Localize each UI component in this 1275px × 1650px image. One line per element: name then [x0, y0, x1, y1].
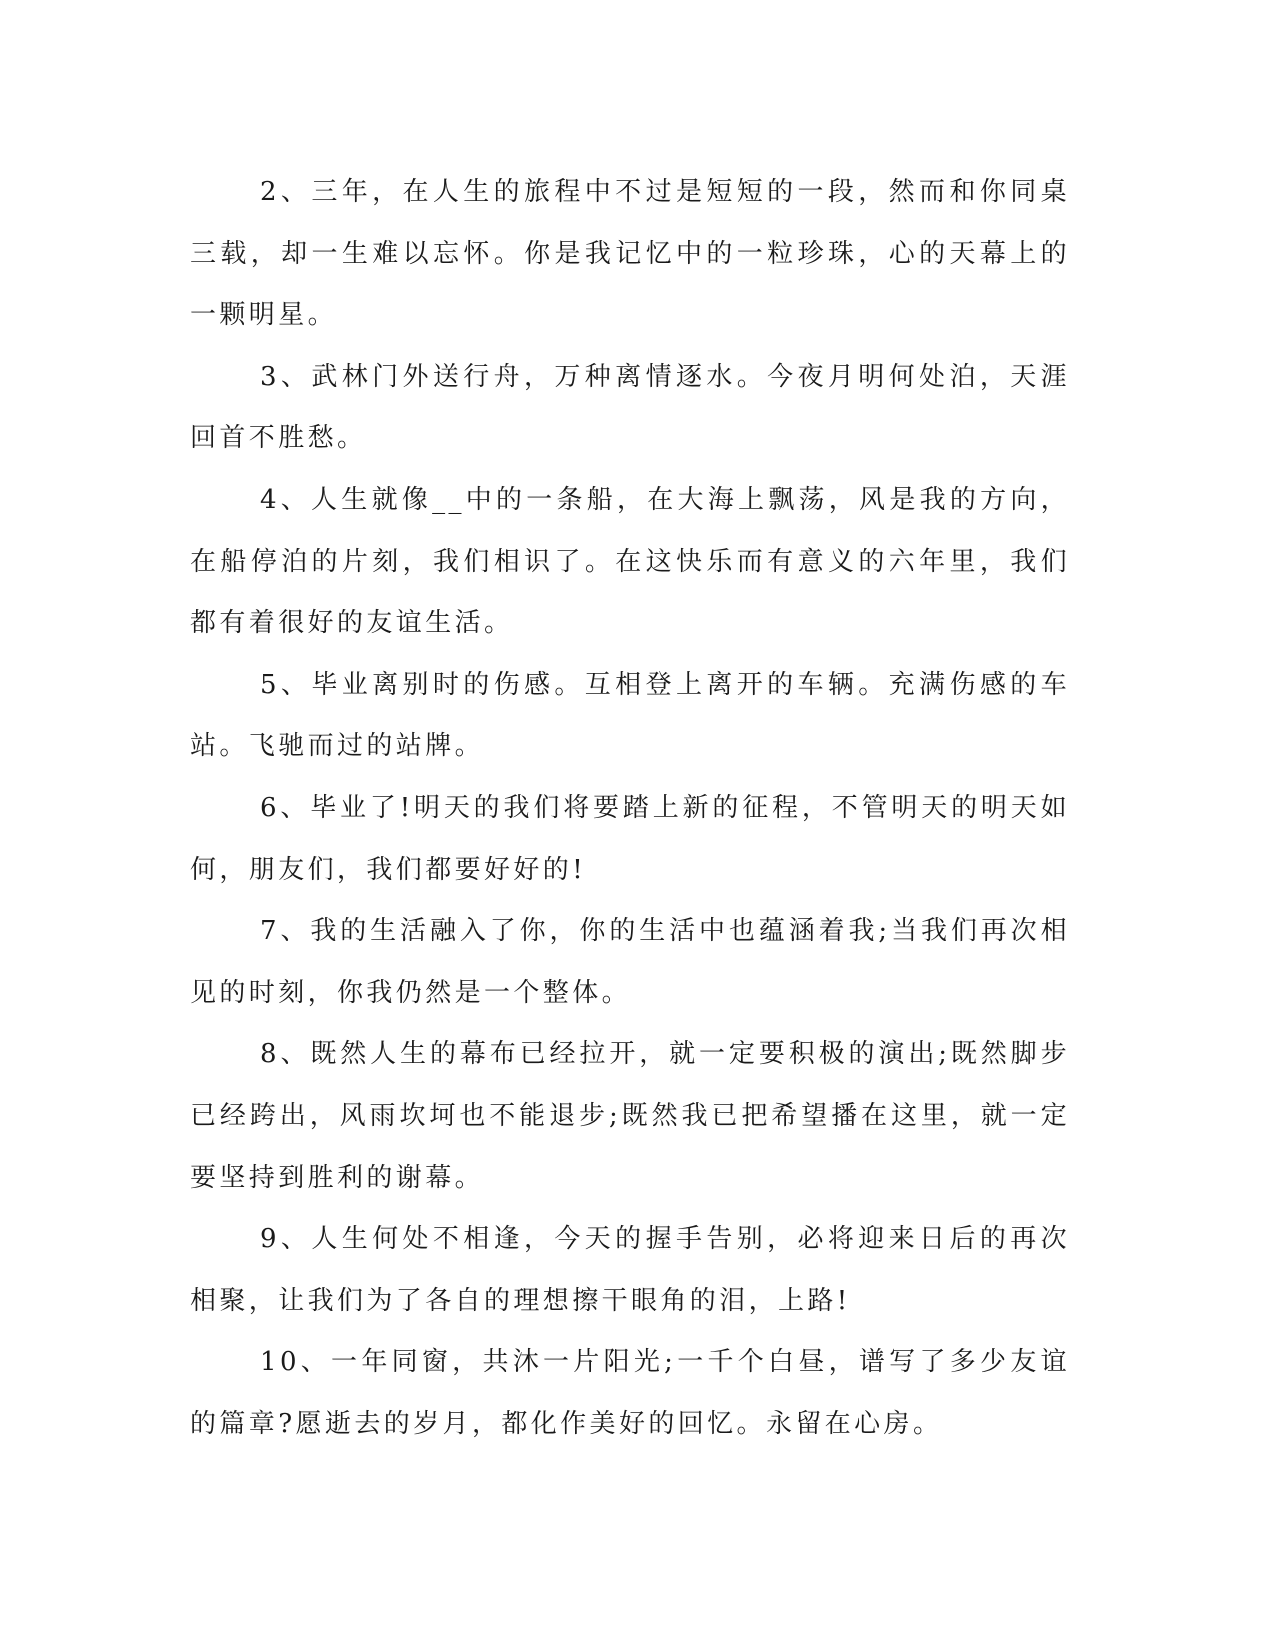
paragraph-6: 6、毕业了!明天的我们将要踏上新的征程，不管明天的明天如何，朋友们，我们都要好好的! [190, 792, 1070, 885]
paragraph-5: 5、毕业离别时的伤感。互相登上离开的车辆。充满伤感的车站。飞驰而过的站牌。 [190, 669, 1070, 762]
paragraph-9: 9、人生何处不相逢，今天的握手告别，必将迎来日后的再次相聚，让我们为了各自的理想擦干眼角的泪，上路! [190, 1224, 1070, 1316]
paragraph-4: 4、人生就像__中的一条船，在大海上飘荡，风是我的方向，在船停泊的片刻，我们相识了。在这快乐而有意义的六年里，我们都有着很好的友谊生活。 [190, 484, 1070, 639]
paragraph-10: 10、一年同窗，共沐一片阳光;一千个白昼，谱写了多少友谊的篇章?愿逝去的岁月，都化作美好的回忆。永留在心房。 [190, 1347, 1070, 1439]
paragraph-2: 2、三年，在人生的旅程中不过是短短的一段，然而和你同桌三载，却一生难以忘怀。你是我记忆中的一粒珍珠，心的天幕上的一颗明星。 [190, 177, 1070, 331]
paragraph-8: 8、既然人生的幕布已经拉开，就一定要积极的演出;既然脚步已经跨出，风雨坎坷也不能退步;既然我已把希望播在这里，就一定要坚持到胜利的谢幕。 [190, 1039, 1070, 1193]
paragraph-3: 3、武林门外送行舟，万种离情逐水。今夜月明何处泊，天涯回首不胜愁。 [190, 361, 1070, 454]
paragraph-7: 7、我的生活融入了你，你的生活中也蕴涵着我;当我们再次相见的时刻，你我仍然是一个整体。 [190, 916, 1070, 1008]
document-body [190, 162, 1070, 1455]
